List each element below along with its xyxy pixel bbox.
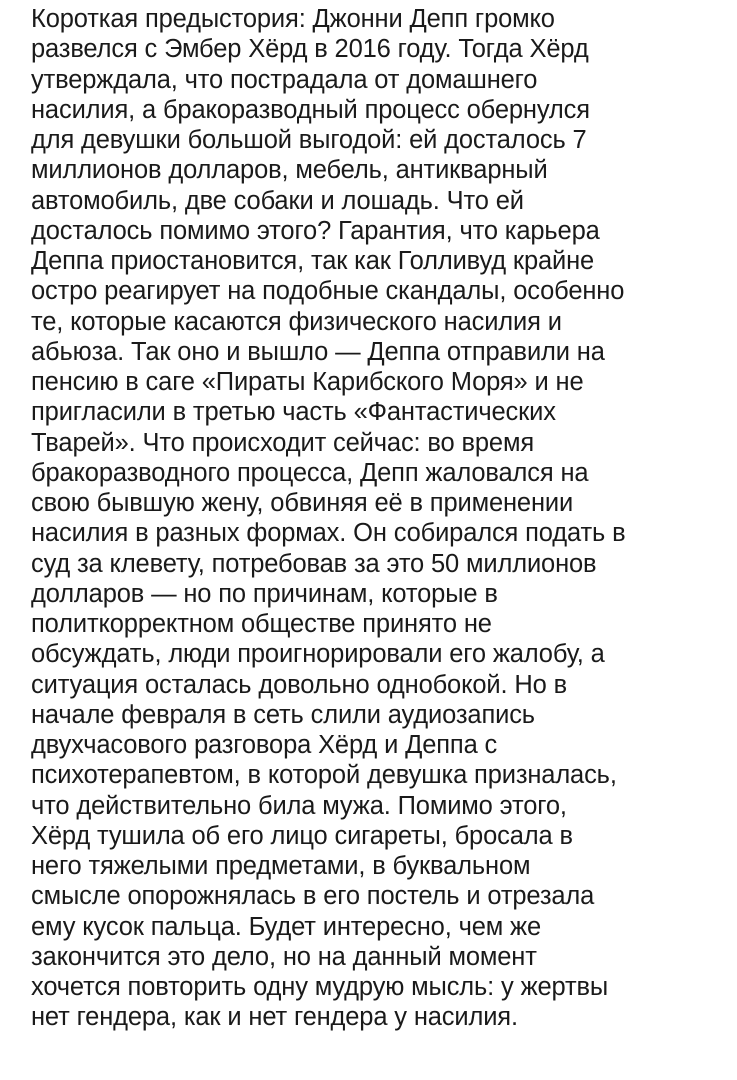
text-line: нет гендера, как и нет гендера у насилия. (31, 1003, 518, 1032)
text-line: закончится это дело, но на данный момент (31, 942, 537, 971)
text-line: миллионов долларов, мебель, антикварный (31, 156, 548, 185)
text-line: досталось помимо этого? Гарантия, что карьера (31, 216, 600, 245)
text-line: автомобиль, две собаки и лошадь. Что ей (31, 186, 524, 215)
text-line: что действительно била мужа. Помимо этого, (31, 791, 567, 820)
text-line: смысле опорожнялась в его постель и отрезала (31, 882, 595, 911)
text-line: Деппа приостановится, так как Голливуд крайне (31, 247, 595, 275)
article-body (31, 4, 731, 1033)
text-line: бракоразводного процесса, Депп жаловался на (31, 458, 589, 487)
text-line: политкорректном обществе принято не (31, 610, 492, 638)
text-line: утверждала, что пострадала от домашнего (31, 65, 538, 94)
text-line: абьюза. Так оно и вышло — Деппа отправили на (31, 337, 605, 366)
text-line: Хёрд тушила об его лицо сигареты, бросала в (31, 821, 573, 850)
text-line: двухчасового разговора Хёрд и Деппа с (31, 731, 498, 759)
text-line: долларов — но по причинам, которые в (31, 579, 498, 608)
text-line: остро реагирует на подобные скандалы, особенно (31, 277, 625, 306)
text-line: пенсию в саге «Пираты Карибского Моря» и не (31, 368, 584, 396)
text-line: ситуация осталась довольно однобокой. Но в (31, 670, 568, 699)
text-line: психотерапевтом, в которой девушка призналась, (31, 761, 617, 790)
text-line: ему кусок пальца. Будет интересно, чем же (31, 912, 541, 941)
text-line: пригласили в третью часть «Фантастических (31, 398, 556, 427)
text-line: для девушки большой выгодой: ей досталось 7 (31, 126, 587, 154)
text-line: обсуждать, люди проигнорировали его жалобу, а (31, 640, 605, 669)
text-line: начале февраля в сеть слили аудиозапись (31, 700, 535, 729)
text-line: свою бывшую жену, обвиняя её в применении (31, 489, 574, 517)
text-line: те, которые касаются физического насилия и (31, 307, 562, 336)
text-line: Тварей». Что происходит сейчас: во время (31, 428, 534, 457)
text-line: хочется повторить одну мудрую мысль: у жертвы (31, 973, 609, 1001)
text-line: насилия, а бракоразводный процесс обернулся (31, 95, 590, 124)
text-line: него тяжелыми предметами, в буквальном (31, 852, 531, 880)
text-line: развелся с Эмбер Хёрд в 2016 году. Тогда Хёрд (31, 35, 589, 64)
text-line: суд за клевету, потребовав за это 50 миллионов (31, 549, 597, 578)
text-line: насилия в разных формах. Он собирался подать в (31, 519, 626, 548)
text-line: Короткая предыстория: Джонни Депп громко (31, 5, 555, 33)
